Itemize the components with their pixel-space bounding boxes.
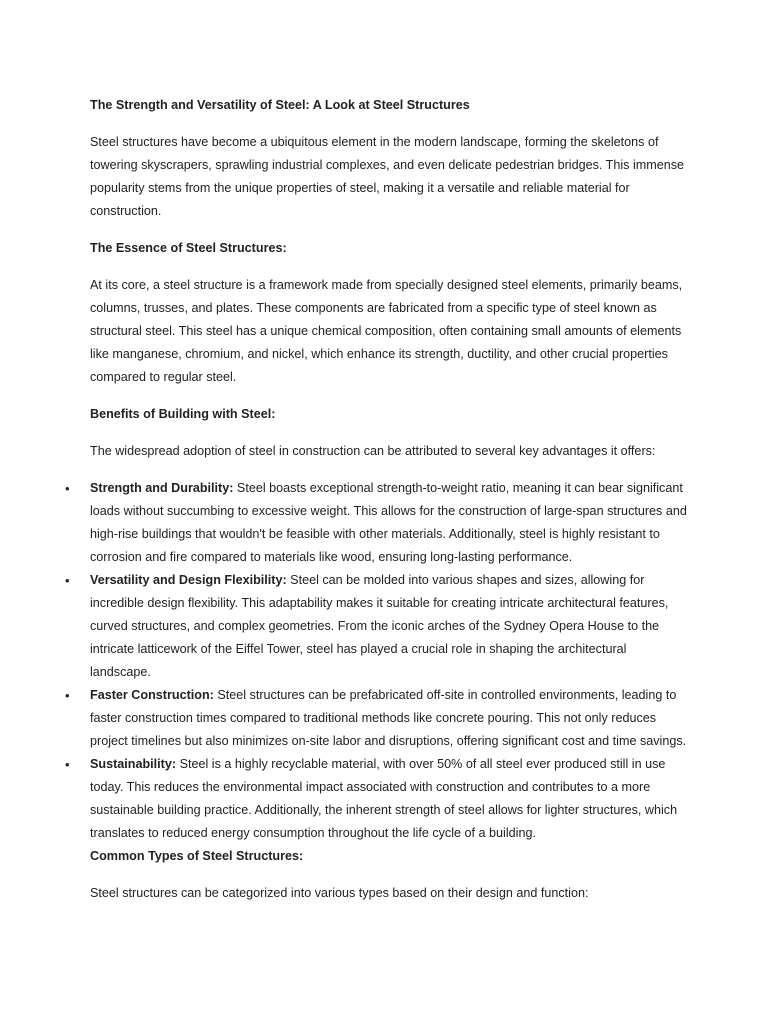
bullet-icon: • <box>65 481 70 496</box>
list-item-text: Steel can be molded into various shapes and sizes, allowing for incredible design flexibility. This adaptability makes it suitable for creating intricate architectural features, curved structures, and complex geometries. From the iconic arches of the Sydney Opera House to the intricate latticework of the Eiffel Tower, steel has played a crucial role in shaping the architectural landscape. <box>90 573 669 679</box>
types-intro-paragraph: Steel structures can be categorized into various types based on their design and function: <box>90 886 589 900</box>
list-item-term: Strength and Durability: <box>90 481 234 495</box>
bullet-icon: • <box>65 757 70 772</box>
essence-paragraph: At its core, a steel structure is a framework made from specially designed steel elements, primarily beams, columns, trusses, and plates. These components are fabricated from a specific type of steel known as structural steel. This steel has a unique chemical composition, often containing small amounts of elements like manganese, chromium, and nickel, which enhance its strength, ductility, and other crucial properties compared to regular steel. <box>90 278 683 384</box>
types-heading: Common Types of Steel Structures: <box>90 849 304 863</box>
document-title: The Strength and Versatility of Steel: A Look at Steel Structures <box>90 98 470 112</box>
list-item-text: Steel boasts exceptional strength-to-weight ratio, meaning it can bear significant loads without succumbing to excessive weight. This allows for the construction of large-span structures and high-rise buildings that wouldn't be feasible with other materials. Additionally, steel is highly resistant to corrosion and fire compared to materials like wood, ensuring long-lasting performance. <box>90 481 687 564</box>
list-item <box>65 753 690 845</box>
benefits-intro-paragraph: The widespread adoption of steel in construction can be attributed to several key advantages it offers: <box>90 444 656 458</box>
list-item <box>65 477 690 569</box>
essence-heading: The Essence of Steel Structures: <box>90 241 287 255</box>
list-item <box>65 684 690 753</box>
list-item-text: Steel structures can be prefabricated off-site in controlled environments, leading to faster construction times compared to traditional methods like concrete pouring. This not only reduces project timelines but also minimizes on-site labor and disruptions, offering significant cost and time savings. <box>90 688 687 748</box>
bullet-icon: • <box>65 688 70 703</box>
document-page <box>65 94 690 919</box>
list-item-term: Sustainability: <box>90 757 177 771</box>
list-item-text: Steel is a highly recyclable material, with over 50% of all steel ever produced still in use today. This reduces the environmental impact associated with construction and contributes to a more sustainable building practice. Additionally, the inherent strength of steel allows for lighter structures, which translates to reduced energy consumption throughout the life cycle of a building. <box>90 757 678 840</box>
bullet-icon: • <box>65 573 70 588</box>
intro-paragraph: Steel structures have become a ubiquitous element in the modern landscape, forming the skeletons of towering skyscrapers, sprawling industrial complexes, and even delicate pedestrian bridges. This immense popularity stems from the unique properties of steel, making it a versatile and reliable material for construction. <box>90 135 685 218</box>
benefits-list <box>65 477 690 845</box>
list-item <box>65 569 690 684</box>
benefits-heading: Benefits of Building with Steel: <box>90 407 276 421</box>
list-item-term: Faster Construction: <box>90 688 214 702</box>
list-item-term: Versatility and Design Flexibility: <box>90 573 287 587</box>
